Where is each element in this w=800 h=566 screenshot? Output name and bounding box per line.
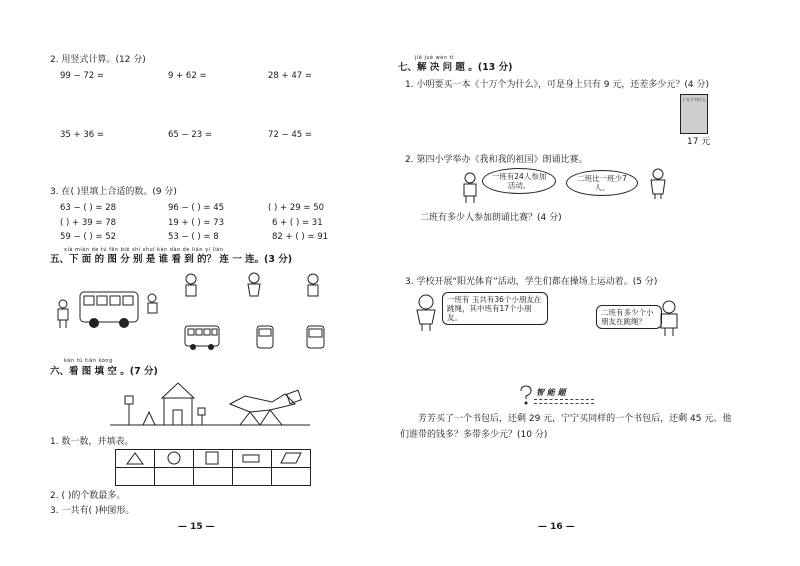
book-title: 十万个为什么	[682, 97, 706, 102]
circle-icon	[168, 452, 180, 464]
student-girl-icon	[412, 294, 440, 332]
triangle-icon	[127, 453, 143, 464]
fill-item: 82 + ( ) = 91	[272, 232, 329, 242]
bubble-text: 一班有 玉共有36个小朋友在跳绳，其中班有17个小朋友。	[447, 295, 542, 322]
s7-q1: 1. 小明要买一本《十万个为什么》，可是身上只有 9 元，还差多少元？(4 分)	[405, 80, 710, 90]
bonus-text-line1: 芳芳买了一个书包后，还剩 29 元，宁宁买同样的一个书包后，还剩 45 元。他	[418, 414, 732, 424]
bonus-text-line2: 们谁带的钱多？多带多少元？(10 分)	[400, 430, 548, 440]
s6-q3: 3. 一共有( )种图形。	[50, 506, 135, 516]
bonus-label: 智 能 题	[536, 388, 566, 397]
child-icon	[58, 300, 68, 328]
bubble-text: 二班比一班少7人。	[577, 174, 627, 192]
page-number: — 16 —	[538, 522, 575, 532]
child-icon	[148, 294, 157, 313]
s7-q3: 3. 学校开展“阳光体育”活动，学生们都在操场上运动着。(5 分)	[405, 277, 658, 287]
calc-item: 28 + 47 =	[268, 71, 312, 81]
speech-bubble	[566, 170, 638, 196]
calc-item: 99 − 72 =	[60, 71, 104, 81]
fill-item: 59 − ( ) = 52	[60, 232, 117, 242]
q3-title: 3. 在( )里填上合适的数。(9 分)	[50, 187, 177, 197]
bubble-text: 一班有24人参加活动。	[491, 172, 547, 190]
s7-pinyin: jiě jué wèn tí	[415, 55, 454, 61]
bus-front-view-icon	[307, 326, 324, 348]
s7-title: 七、解 决 问 题 。(13 分)	[398, 62, 513, 73]
rectangle-icon	[243, 455, 259, 462]
bus-side-view-icon	[185, 326, 219, 350]
child-icon	[308, 274, 318, 296]
bonus-header	[518, 385, 598, 407]
speech-bubble	[442, 292, 548, 325]
s6-q1: 1. 数一数，并填表。	[50, 437, 134, 447]
square-icon	[206, 452, 218, 464]
calc-item: 72 − 45 =	[268, 130, 312, 140]
fill-item: 96 − ( ) = 45	[168, 203, 225, 213]
student-girl-icon	[648, 168, 668, 200]
bus-back-view-icon	[257, 326, 273, 348]
page-number: — 15 —	[178, 522, 215, 532]
calc-item: 65 − 23 =	[168, 130, 212, 140]
q2-title: 2. 用竖式计算。(12 分)	[50, 55, 146, 65]
question-mark-icon	[518, 385, 532, 405]
fill-item: 53 − ( ) = 8	[168, 232, 219, 242]
speech-bubble	[596, 305, 662, 329]
student-boy-icon	[460, 172, 480, 204]
section5-illustration	[45, 272, 345, 357]
book-cover	[680, 94, 708, 134]
s6-pinyin: kàn tú tián kòng	[64, 358, 113, 364]
fill-item: 63 − ( ) = 28	[60, 203, 117, 213]
student-boy-icon	[656, 300, 682, 338]
fill-item: 6 + ( ) = 31	[272, 218, 323, 228]
shape-count-table	[115, 449, 315, 487]
calc-item: 35 + 36 =	[60, 130, 104, 140]
child-icon	[186, 274, 196, 296]
speech-bubble	[482, 168, 556, 194]
shapes-scene	[110, 378, 310, 428]
fill-item: 19 + ( ) = 73	[168, 218, 225, 228]
fill-item: ( ) + 29 = 50	[268, 203, 325, 213]
s7-q2: 2. 第四小学举办《我和我的祖国》朗诵比赛。	[405, 155, 588, 165]
s5-pinyin: xià miàn de tú fēn bié shì shuí kàn dào de lián yi lián	[64, 247, 224, 253]
s6-q2: 2. ( )的个数最多。	[50, 491, 126, 501]
bus-icon	[80, 292, 138, 328]
girl-icon	[248, 273, 260, 296]
s7-q2-question: 二班有多少人参加朗诵比赛？(4 分)	[420, 213, 562, 223]
s6-title: 六、看 图 填 空 。(7 分)	[50, 366, 158, 377]
s5-title: 五、下 面 的 图 分 别 是 谁 看 到 的？ 连 一 连。(3 分)	[50, 254, 293, 265]
book-price: 17 元	[687, 137, 711, 147]
bubble-text: 二班有多少个小朋友在跳绳？	[601, 308, 654, 326]
parallelogram-icon	[281, 453, 301, 463]
fill-item: ( ) + 39 = 78	[60, 218, 117, 228]
calc-item: 9 + 62 =	[168, 71, 207, 81]
